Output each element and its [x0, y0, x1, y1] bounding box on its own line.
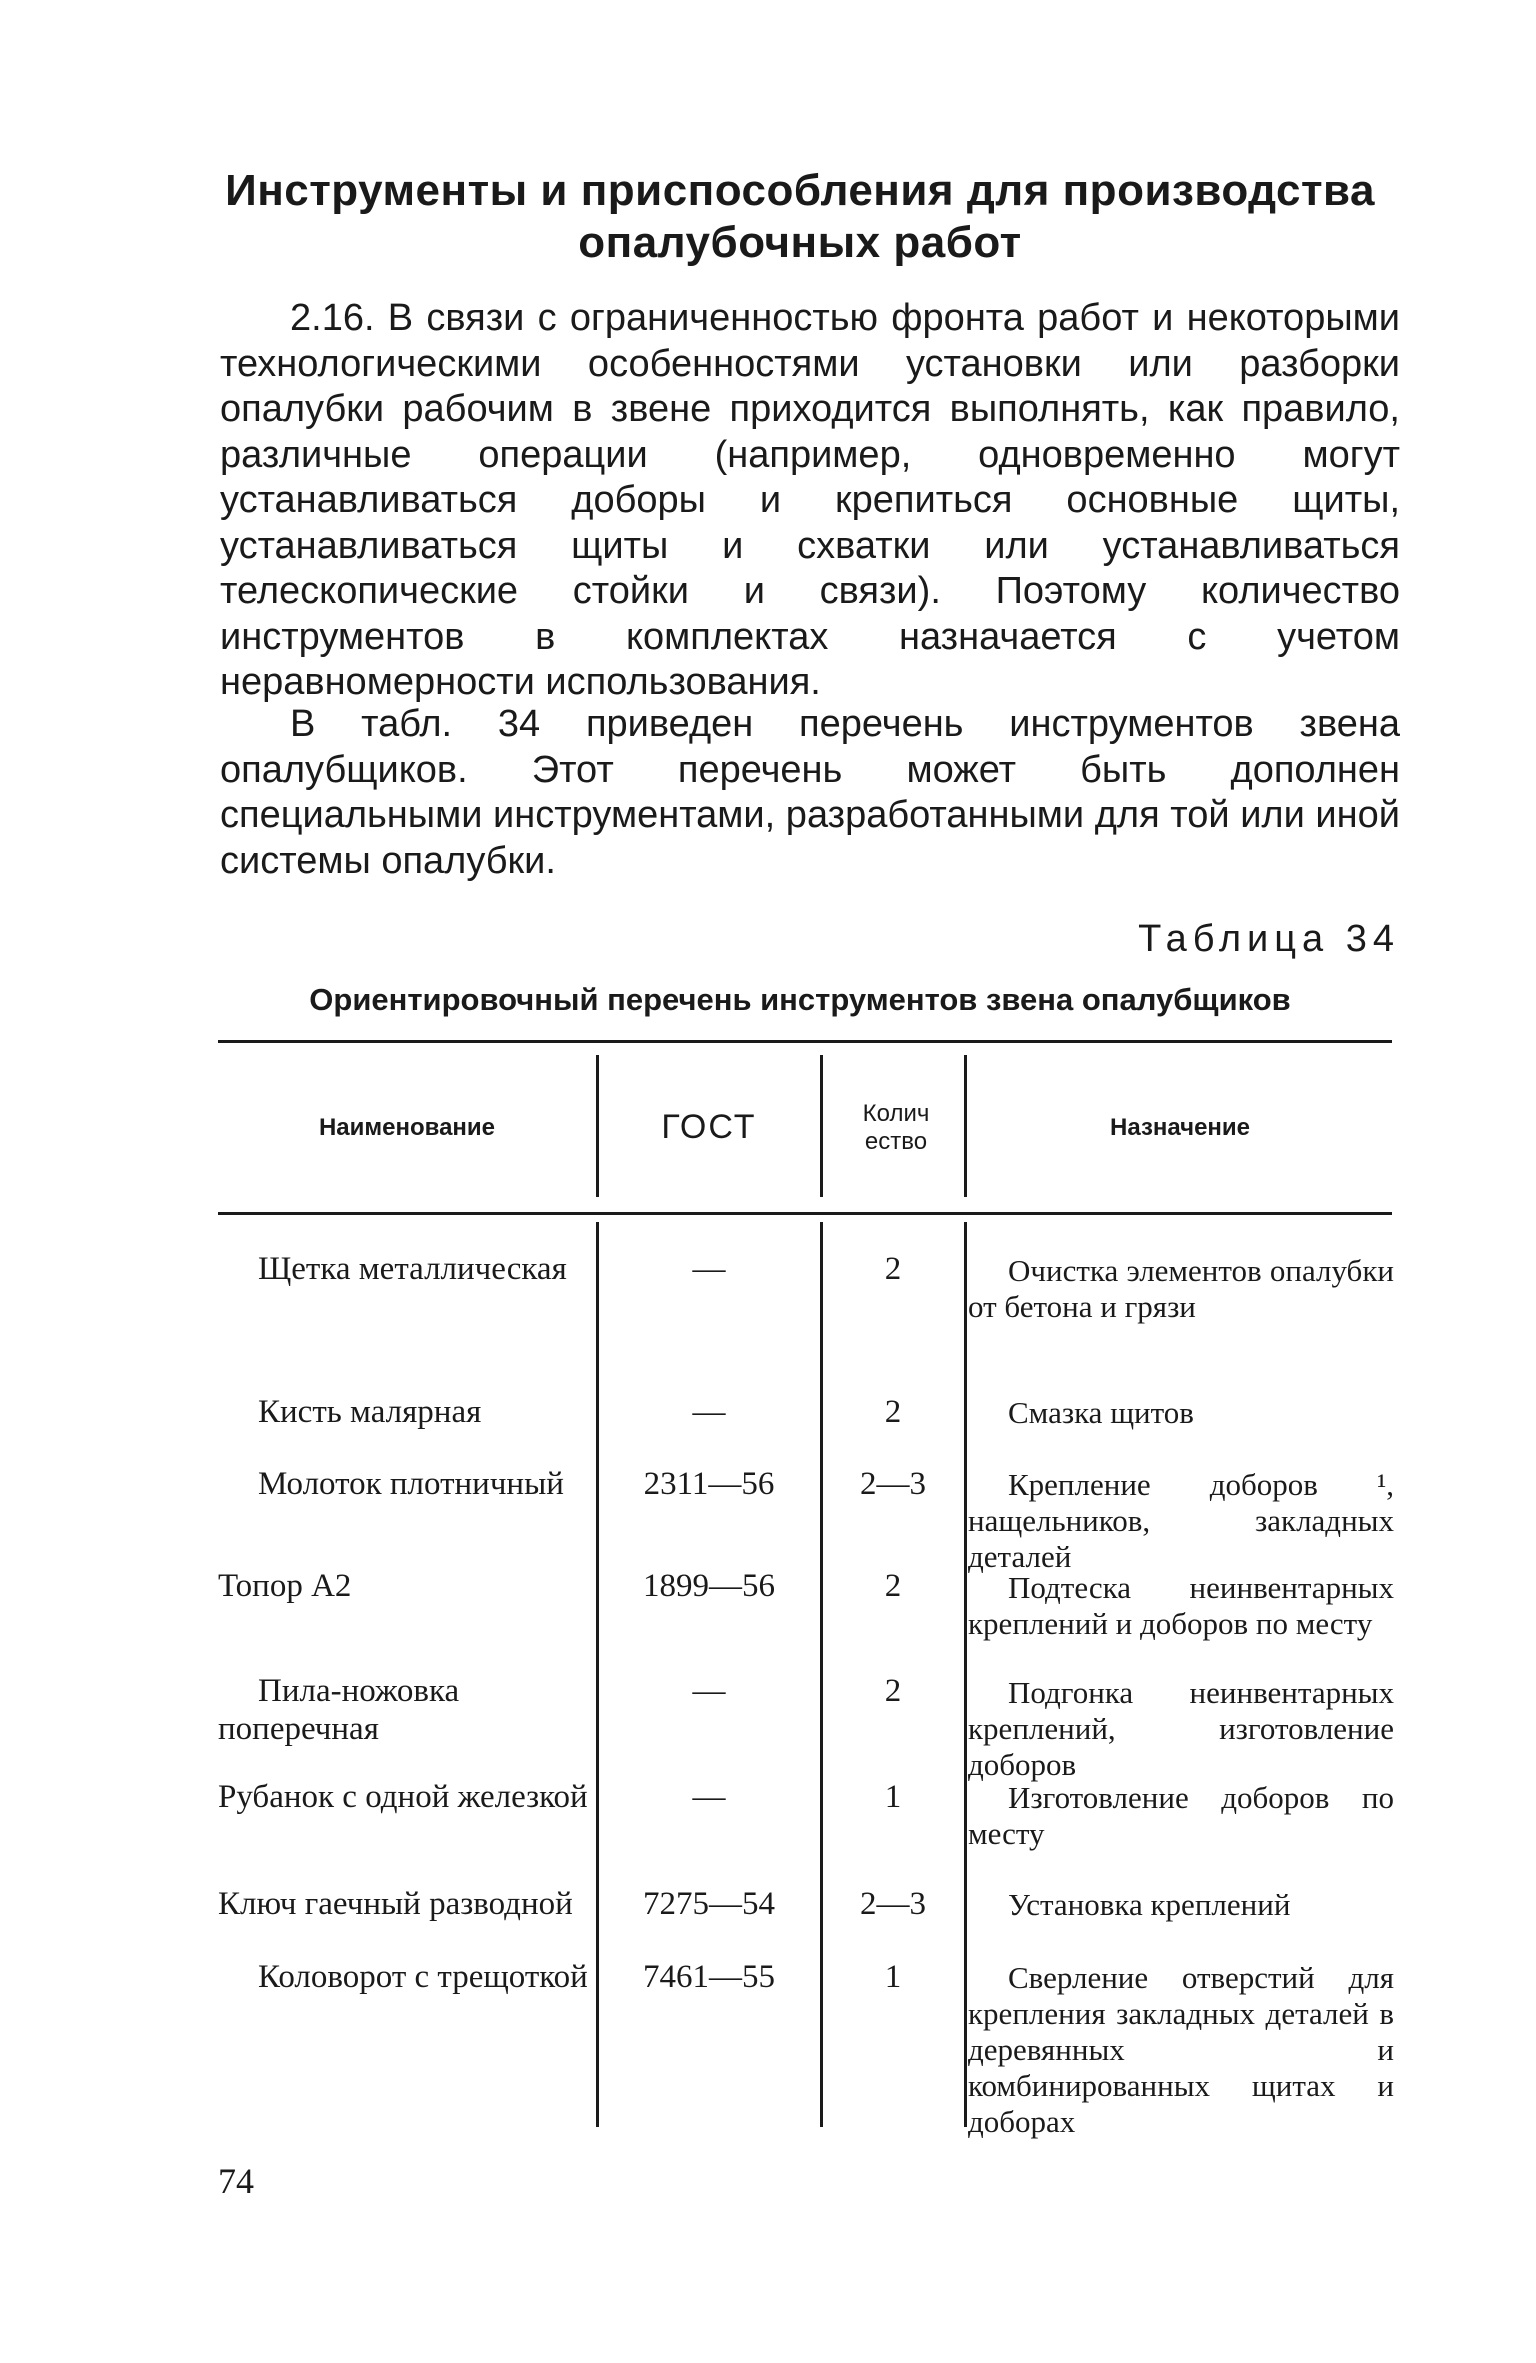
row-8-gost: 7461—55	[643, 1959, 775, 1995]
header-divider-2	[820, 1055, 823, 1197]
row-8-purpose: Сверление отверстий для крепления закладных деталей в деревянных и комбинированных щитах и доборах	[968, 1960, 1394, 2139]
row-5-gost: —	[692, 1673, 726, 1709]
table-header-rule	[218, 1212, 1392, 1215]
column-header-name: Наименование	[318, 1114, 496, 1141]
row-3-purpose: Крепление доборов ¹, нащельников, закладных деталей	[968, 1467, 1394, 1574]
table-title: Ориентировочный перечень инструментов звена опалубщиков	[309, 982, 1291, 1017]
row-5-qty: 2	[884, 1673, 902, 1709]
column-header-gost: ГОСТ	[661, 1108, 757, 1146]
row-7-gost: 7275—54	[643, 1886, 775, 1922]
row-3-name: Молоток плотничный	[258, 1466, 564, 1502]
row-6-name: Рубанок с одной железкой	[218, 1779, 588, 1815]
section-heading-line-1: Инструменты и приспособления для производства	[225, 166, 1375, 215]
column-header-qty: Количество	[862, 1100, 930, 1155]
row-4-gost: 1899—56	[643, 1568, 775, 1604]
row-2-gost: —	[692, 1394, 726, 1430]
paragraph-2-16: 2.16. В связи с ограниченностью фронта работ и некоторыми технологическими особенностями установки или разборки опалубки рабочим в звене приходится выполнять, как правило, различные операции (например, одновременно могут устанавливаться доборы и крепиться основные щиты, устанавливаться щиты и схватки или устанавливаться телескопические стойки и связи). Поэтому количество инструментов в комплектах назначается с учетом неравномерности использования.	[220, 297, 1400, 703]
row-6-gost: —	[692, 1779, 726, 1815]
section-heading-line-2: опалубочных работ	[578, 218, 1022, 267]
row-3-qty: 2—3	[860, 1466, 926, 1502]
row-8-name: Коловорот с трещоткой	[258, 1959, 588, 1995]
row-5-purpose: Подгонка неинвентарных креплений, изготовление доборов	[968, 1675, 1394, 1782]
row-7-qty: 2—3	[860, 1886, 926, 1922]
row-4-name: Топор А2	[218, 1568, 352, 1604]
row-6-qty: 1	[884, 1779, 902, 1815]
row-6-purpose: Изготовление доборов по месту	[968, 1780, 1394, 1851]
row-1-name: Щетка металлическая	[258, 1251, 567, 1287]
row-2-qty: 2	[884, 1394, 902, 1430]
row-1-qty: 2	[884, 1251, 902, 1287]
row-2-name: Кисть малярная	[258, 1394, 482, 1430]
row-8-qty: 1	[884, 1959, 902, 1995]
row-2-purpose: Смазка щитов	[1008, 1395, 1194, 1430]
page-number: 74	[218, 2161, 254, 2201]
paragraph-table-intro: В табл. 34 приведен перечень инструментов звена опалубщиков. Этот перечень может быть дополнен специальными инструментами, разработанными для той или иной системы опалубки.	[220, 703, 1400, 882]
row-7-name: Ключ гаечный разводной	[218, 1886, 573, 1922]
table-top-rule	[218, 1040, 1392, 1043]
row-5-name: Пила-ножовка поперечная	[218, 1673, 460, 1747]
row-3-gost: 2311—56	[643, 1466, 775, 1502]
row-7-purpose: Установка креплений	[1008, 1887, 1291, 1922]
column-header-purpose: Назначение	[1109, 1114, 1251, 1141]
row-1-gost: —	[692, 1251, 726, 1287]
row-1-purpose: Очистка элементов опалубки от бетона и грязи	[968, 1253, 1394, 1324]
row-4-qty: 2	[884, 1568, 902, 1604]
body-divider-3	[964, 1222, 967, 2127]
table-number-label: Таблица 34	[1138, 918, 1400, 960]
row-4-purpose: Подтеска неинвентарных креплений и доборов по месту	[968, 1570, 1394, 1641]
